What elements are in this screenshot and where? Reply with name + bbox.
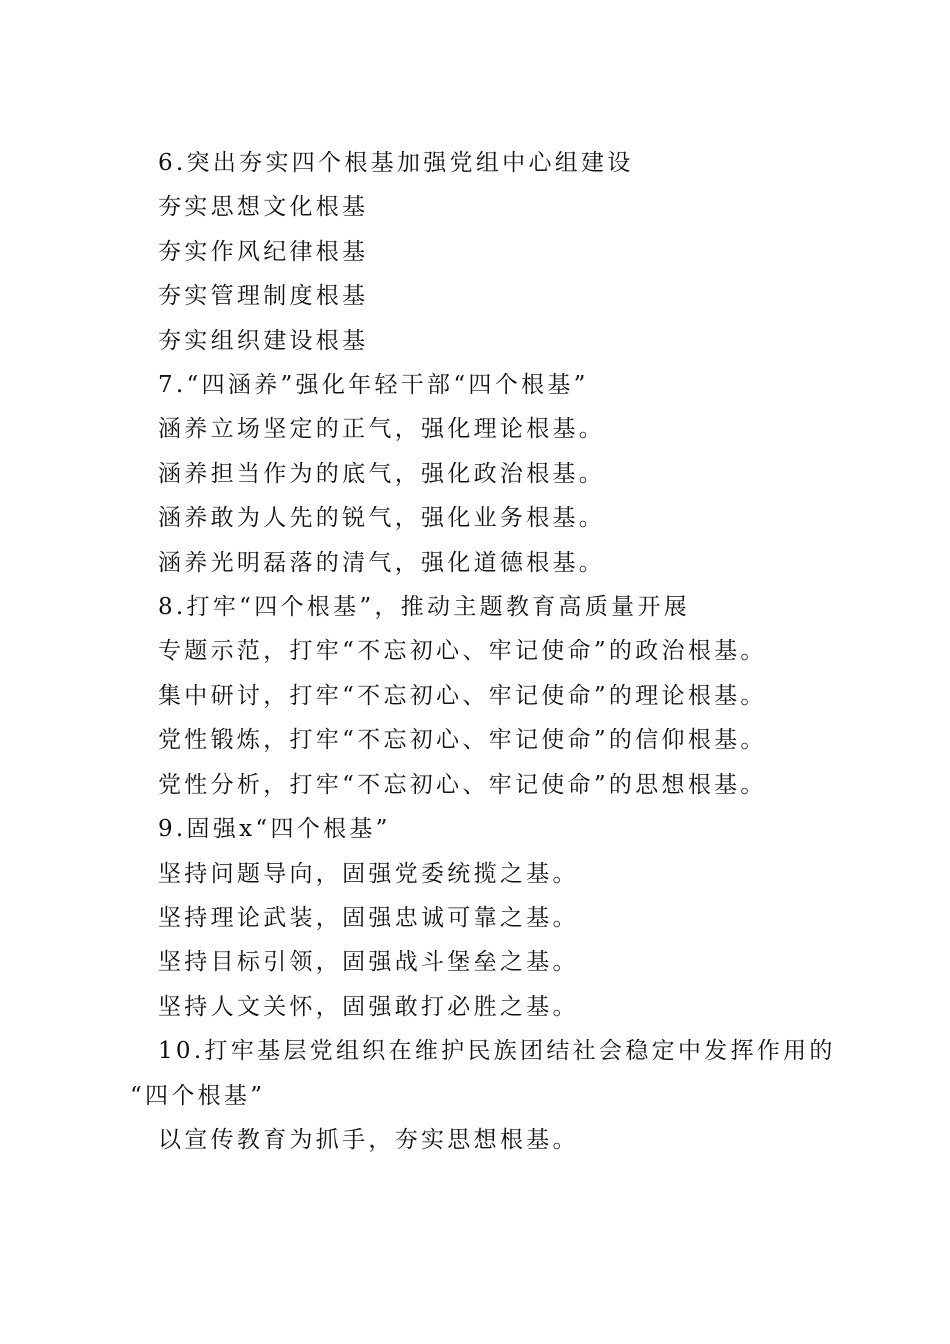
text-line: 涵养光明磊落的清气，强化道德根基。 (158, 549, 606, 576)
text-line: 党性锻炼，打牢“不忘初心、牢记使命”的信仰根基。 (158, 727, 767, 754)
text-line: 以宣传教育为抓手，夯实思想根基。 (158, 1126, 579, 1153)
text-line: 专题示范，打牢“不忘初心、牢记使命”的政治根基。 (158, 638, 767, 665)
heading-item-10: 10.打牢基层党组织在维护民族团结社会稳定中发挥作用的 (158, 1038, 836, 1065)
text-line: 坚持目标引领，固强战斗堡垒之基。 (158, 949, 579, 976)
text-line: 涵养敢为人先的锐气，强化业务根基。 (158, 505, 606, 532)
text-line: 夯实思想文化根基 (158, 194, 369, 221)
text-line: 坚持问题导向，固强党委统揽之基。 (158, 860, 579, 887)
text-line: 夯实组织建设根基 (158, 327, 369, 354)
document-body (130, 141, 836, 1162)
text-line: 党性分析，打牢“不忘初心、牢记使命”的思想根基。 (158, 771, 767, 798)
text-line: 涵养立场坚定的正气，强化理论根基。 (158, 416, 606, 443)
text-line: 夯实作风纪律根基 (158, 238, 369, 265)
text-line: 涵养担当作为的底气，强化政治根基。 (158, 460, 606, 487)
text-line: 集中研讨，打牢“不忘初心、牢记使命”的理论根基。 (158, 682, 767, 709)
text-line: 坚持理论武装，固强忠诚可靠之基。 (158, 904, 579, 931)
text-line: 夯实管理制度根基 (158, 283, 369, 310)
heading-item-10-continuation: “四个根基” (130, 1082, 266, 1109)
heading-item-6: 6.突出夯实四个根基加强党组中心组建设 (158, 150, 634, 176)
heading-item-9: 9.固强x“四个根基” (158, 816, 391, 843)
text-line: 坚持人文关怀，固强敢打必胜之基。 (158, 993, 579, 1020)
heading-item-7: 7.“四涵养”强化年轻干部“四个根基” (158, 372, 589, 399)
heading-item-8: 8.打牢“四个根基”，推动主题教育高质量开展 (158, 594, 691, 621)
